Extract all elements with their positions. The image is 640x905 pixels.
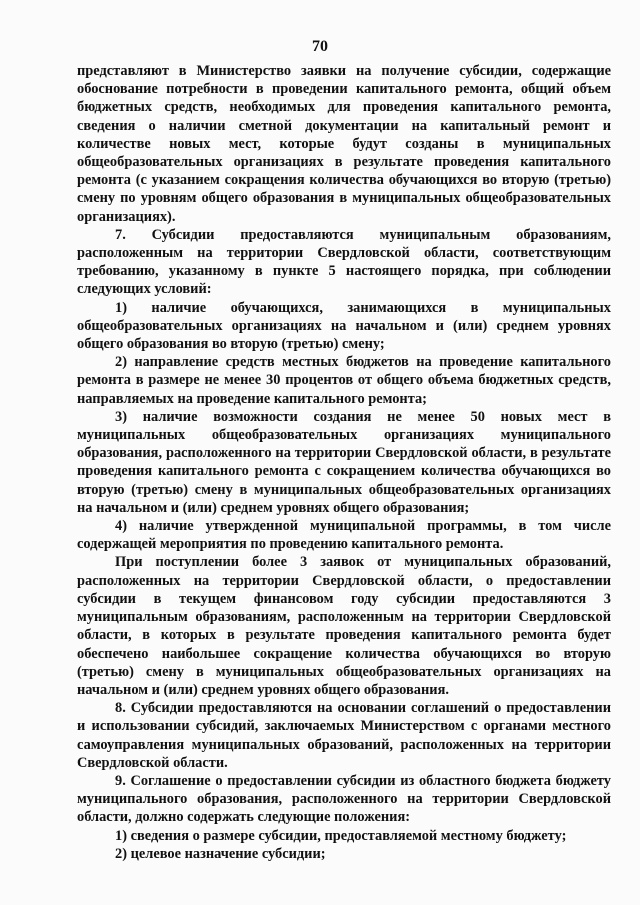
paragraph-selection-rule: При поступлении более 3 заявок от муниципальных образований, расположенных на территории Свердловской области, о предоставлении субсидии в текущем финансовом году субсидии предоставляются 3 муниципальным образованиям, расположенным на территории Свердловской области, в которых в результате проведения капитального ремонта будет обеспечено наибольшее сокращение количества обучающихся во вторую (третью) смену в муниципальных общеобразовательных организациях на начальном и (или) среднем уровнях общего образования.: [77, 554, 611, 698]
paragraph-condition-2: 2) направление средств местных бюджетов на проведение капитального ремонта в размере не менее 30 процентов от общего объема бюджетных средств, направляемых на проведение капитального ремонта;: [77, 354, 611, 407]
paragraph-provision-1: 1) сведения о размере субсидии, предоставляемой местному бюджету;: [115, 827, 567, 844]
paragraph-condition-1: 1) наличие обучающихся, занимающихся в муниципальных общеобразовательных организациях на начальном и (или) среднем уровнях общего образования во вторую (третью) смену;: [77, 299, 611, 353]
page-number: 70: [312, 38, 328, 55]
paragraph-clause-7: 7. Субсидии предоставляются муниципальным образованиям, расположенным на территории Свердловской области, соответствующим требованию, указанному в пункте 5 настоящего порядка, при соблюдении следующих условий:: [77, 226, 611, 298]
paragraph-condition-3: 3) наличие возможности создания не менее 50 новых мест в муниципальных общеобразовательных организациях муниципального образования, расположенного на территории Свердловской области, в результате проведения капитального ремонта с сокращением количества обучающихся во вторую (третью) смену в муниципальных общеобразовательных организациях на начальном и (или) среднем уровнях общего образования;: [77, 408, 611, 516]
paragraph-condition-4: 4) наличие утвержденной муниципальной программы, в том числе содержащей мероприятия по проведению капитального ремонта.: [77, 518, 611, 553]
paragraph-provision-2: 2) целевое назначение субсидии;: [115, 845, 326, 862]
body-text: [77, 62, 611, 863]
paragraph-continuation: представляют в Министерство заявки на получение субсидии, содержащие обоснование потребности в проведении капитального ремонта, общий объем бюджетных средств, необходимых для проведения капитального ремонта, сведения о наличии сметной документации на капитальный ремонт и количестве новых мест, которые будут созданы в муниципальных общеобразовательных организациях в результате проведения капитального ремонта (с указанием сокращения количества обучающихся во вторую (третью) смену по уровням общего образования в муниципальных общеобразовательных организациях).: [77, 63, 611, 225]
paragraph-clause-8: 8. Субсидии предоставляются на основании соглашений о предоставлении и использовании субсидий, заключаемых Министерством с органами местного самоуправления муниципальных образований, расположенных на территории Свердловской области.: [77, 700, 611, 771]
paragraph-clause-9: 9. Соглашение о предоставлении субсидии из областного бюджета бюджету муниципального образования, расположенного на территории Свердловской области, должно содержать следующие положения:: [77, 772, 611, 826]
